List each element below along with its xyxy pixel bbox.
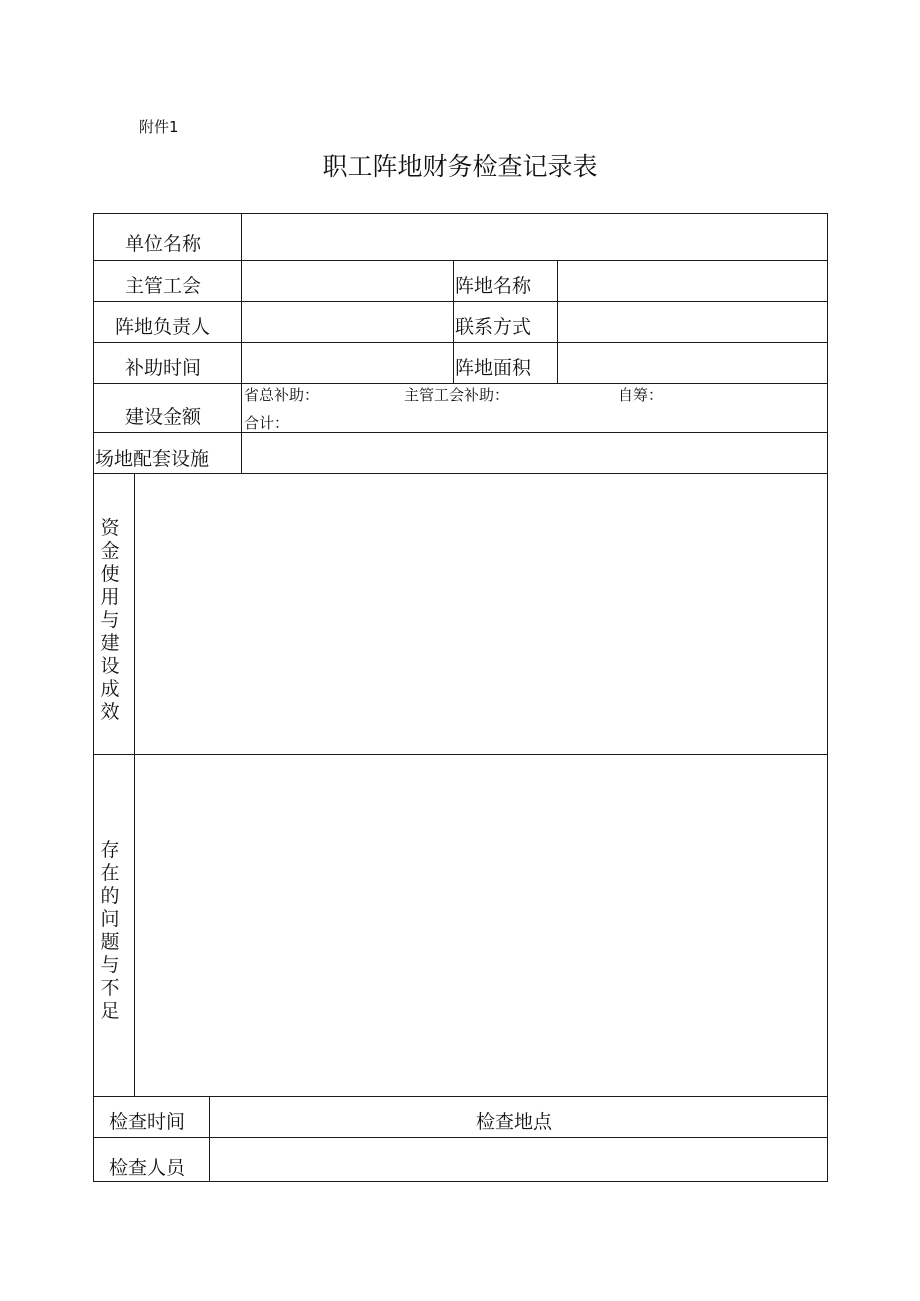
column-divider (241, 214, 242, 473)
check-time-field[interactable] (214, 1113, 454, 1133)
attachment-label: 附件1 (139, 118, 179, 136)
subsidy-time-field[interactable] (244, 359, 449, 381)
contact-label: 联系方式 (455, 316, 532, 338)
subsidy-time-label: 补助时间 (125, 357, 202, 379)
row-divider (94, 473, 827, 474)
row-divider (94, 1096, 827, 1097)
unit-name-label: 单位名称 (125, 233, 202, 255)
problems-label: 存在的问题与不足 (100, 839, 120, 1022)
row-divider (94, 754, 827, 755)
site-area-label: 阵地面积 (455, 357, 532, 379)
self-raised-label: 自筹： (618, 386, 664, 404)
site-name-label: 阵地名称 (455, 275, 532, 297)
inspectors-field[interactable] (214, 1159, 824, 1179)
problems-field[interactable] (140, 762, 822, 1088)
facilities-label: 场地配套设施 (95, 448, 210, 470)
row-divider (94, 260, 827, 261)
row-divider (94, 383, 827, 384)
row-divider (94, 432, 827, 433)
site-person-label: 阵地负责人 (115, 316, 211, 338)
unit-name-field[interactable] (244, 235, 824, 257)
site-person-field[interactable] (244, 318, 449, 340)
row-divider (94, 342, 827, 343)
fund-usage-field[interactable] (140, 480, 822, 748)
site-area-field[interactable] (560, 359, 825, 381)
competent-union-field[interactable] (244, 277, 449, 299)
contact-field[interactable] (560, 318, 825, 340)
site-name-field[interactable] (560, 277, 825, 299)
check-place-label: 检查地点 (476, 1111, 553, 1133)
column-divider (209, 1096, 210, 1182)
province-subsidy-label: 省总补助： (244, 386, 320, 404)
total-label: 合计： (244, 414, 290, 432)
union-subsidy-label: 主管工会补助： (404, 386, 510, 404)
row-divider (94, 301, 827, 302)
fund-usage-label: 资金使用与建设成效 (100, 517, 120, 723)
inspection-form-table (93, 213, 828, 1182)
column-divider (134, 473, 135, 1096)
inspectors-label: 检查人员 (109, 1157, 186, 1179)
column-divider (453, 260, 454, 383)
check-time-label: 检查时间 (109, 1111, 186, 1133)
column-divider (557, 260, 558, 383)
row-divider (94, 1137, 827, 1138)
form-title: 职工阵地财务检查记录表 (322, 152, 598, 181)
construction-amount-label: 建设金额 (125, 406, 202, 428)
facilities-field[interactable] (244, 450, 824, 470)
competent-union-label: 主管工会 (125, 275, 202, 297)
